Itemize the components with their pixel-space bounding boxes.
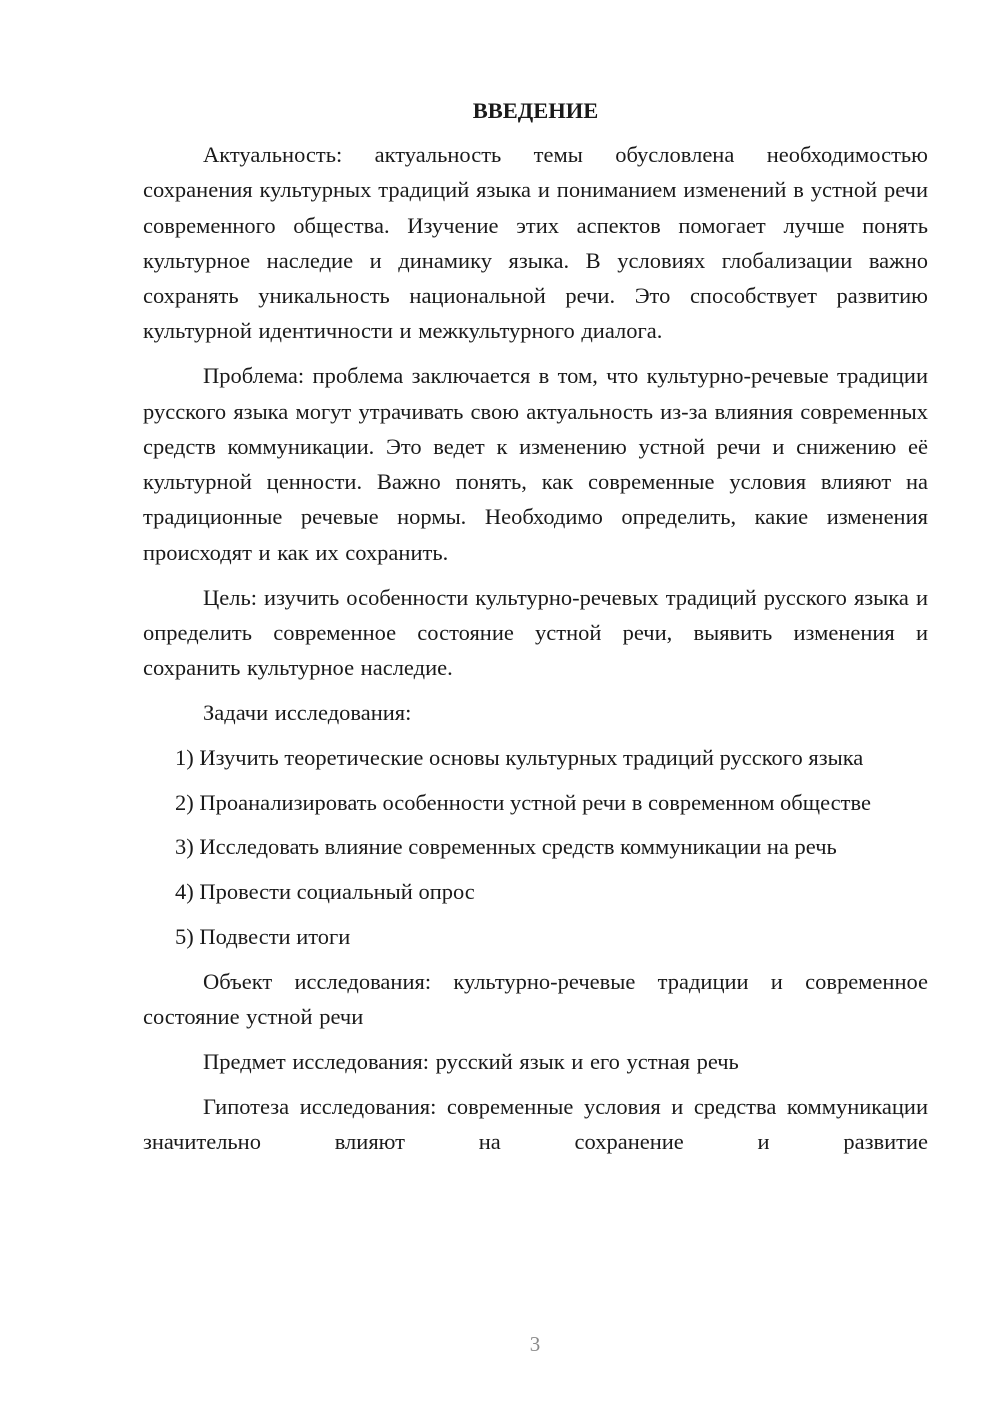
task-item-2: 2) Проанализировать особенности устной речи в современном обществе (175, 789, 871, 815)
task-item-4: 4) Провести социальный опрос (175, 879, 475, 905)
task-item-5: 5) Подвести итоги (175, 923, 351, 949)
goal-paragraph: Цель: изучить особенности культурно-речевых традиций русского языка и определить современное состояние устной речи, выявить изменения и сохранить культурное наследие. (143, 584, 928, 681)
task-item-1: 1) Изучить теоретические основы культурных традиций русского языка (175, 744, 864, 770)
document-page (143, 93, 928, 1169)
hypothesis-paragraph: Гипотеза исследования: современные условия и средства коммуникации значительно влияют на сохранение и развитие (143, 1093, 928, 1154)
relevance-paragraph: Актуальность: актуальность темы обусловлена необходимостью сохранения культурных традиций языка и пониманием изменений в устной речи современного общества. Изучение этих аспектов помогает лучше понять культурное наследие и динамику языка. В условиях глобализации важно сохранять уникальность национальной речи. Это способствует развитию культурной идентичности и межкультурного диалога. (143, 142, 928, 344)
task-item-3: 3) Исследовать влияние современных средств коммуникации на речь (175, 834, 837, 860)
object-paragraph: Объект исследования: культурно-речевые традиции и современное состояние устной речи (143, 968, 928, 1030)
page-title: ВВЕДЕНИЕ (472, 98, 599, 123)
subject-paragraph: Предмет исследования: русский язык и его устная речь (203, 1048, 739, 1074)
page-number: 3 (529, 1332, 541, 1356)
tasks-heading: Задачи исследования: (203, 699, 412, 725)
problem-paragraph: Проблема: проблема заключается в том, что культурно-речевые традиции русского языка могут утрачивать свою актуальность из-за влияния современных средств коммуникации. Это ведет к изменению устной речи и снижению её культурной ценности. Важно понять, как современные условия влияют на традиционные речевые нормы. Необходимо определить, какие изменения происходят и как их сохранить. (143, 363, 928, 565)
